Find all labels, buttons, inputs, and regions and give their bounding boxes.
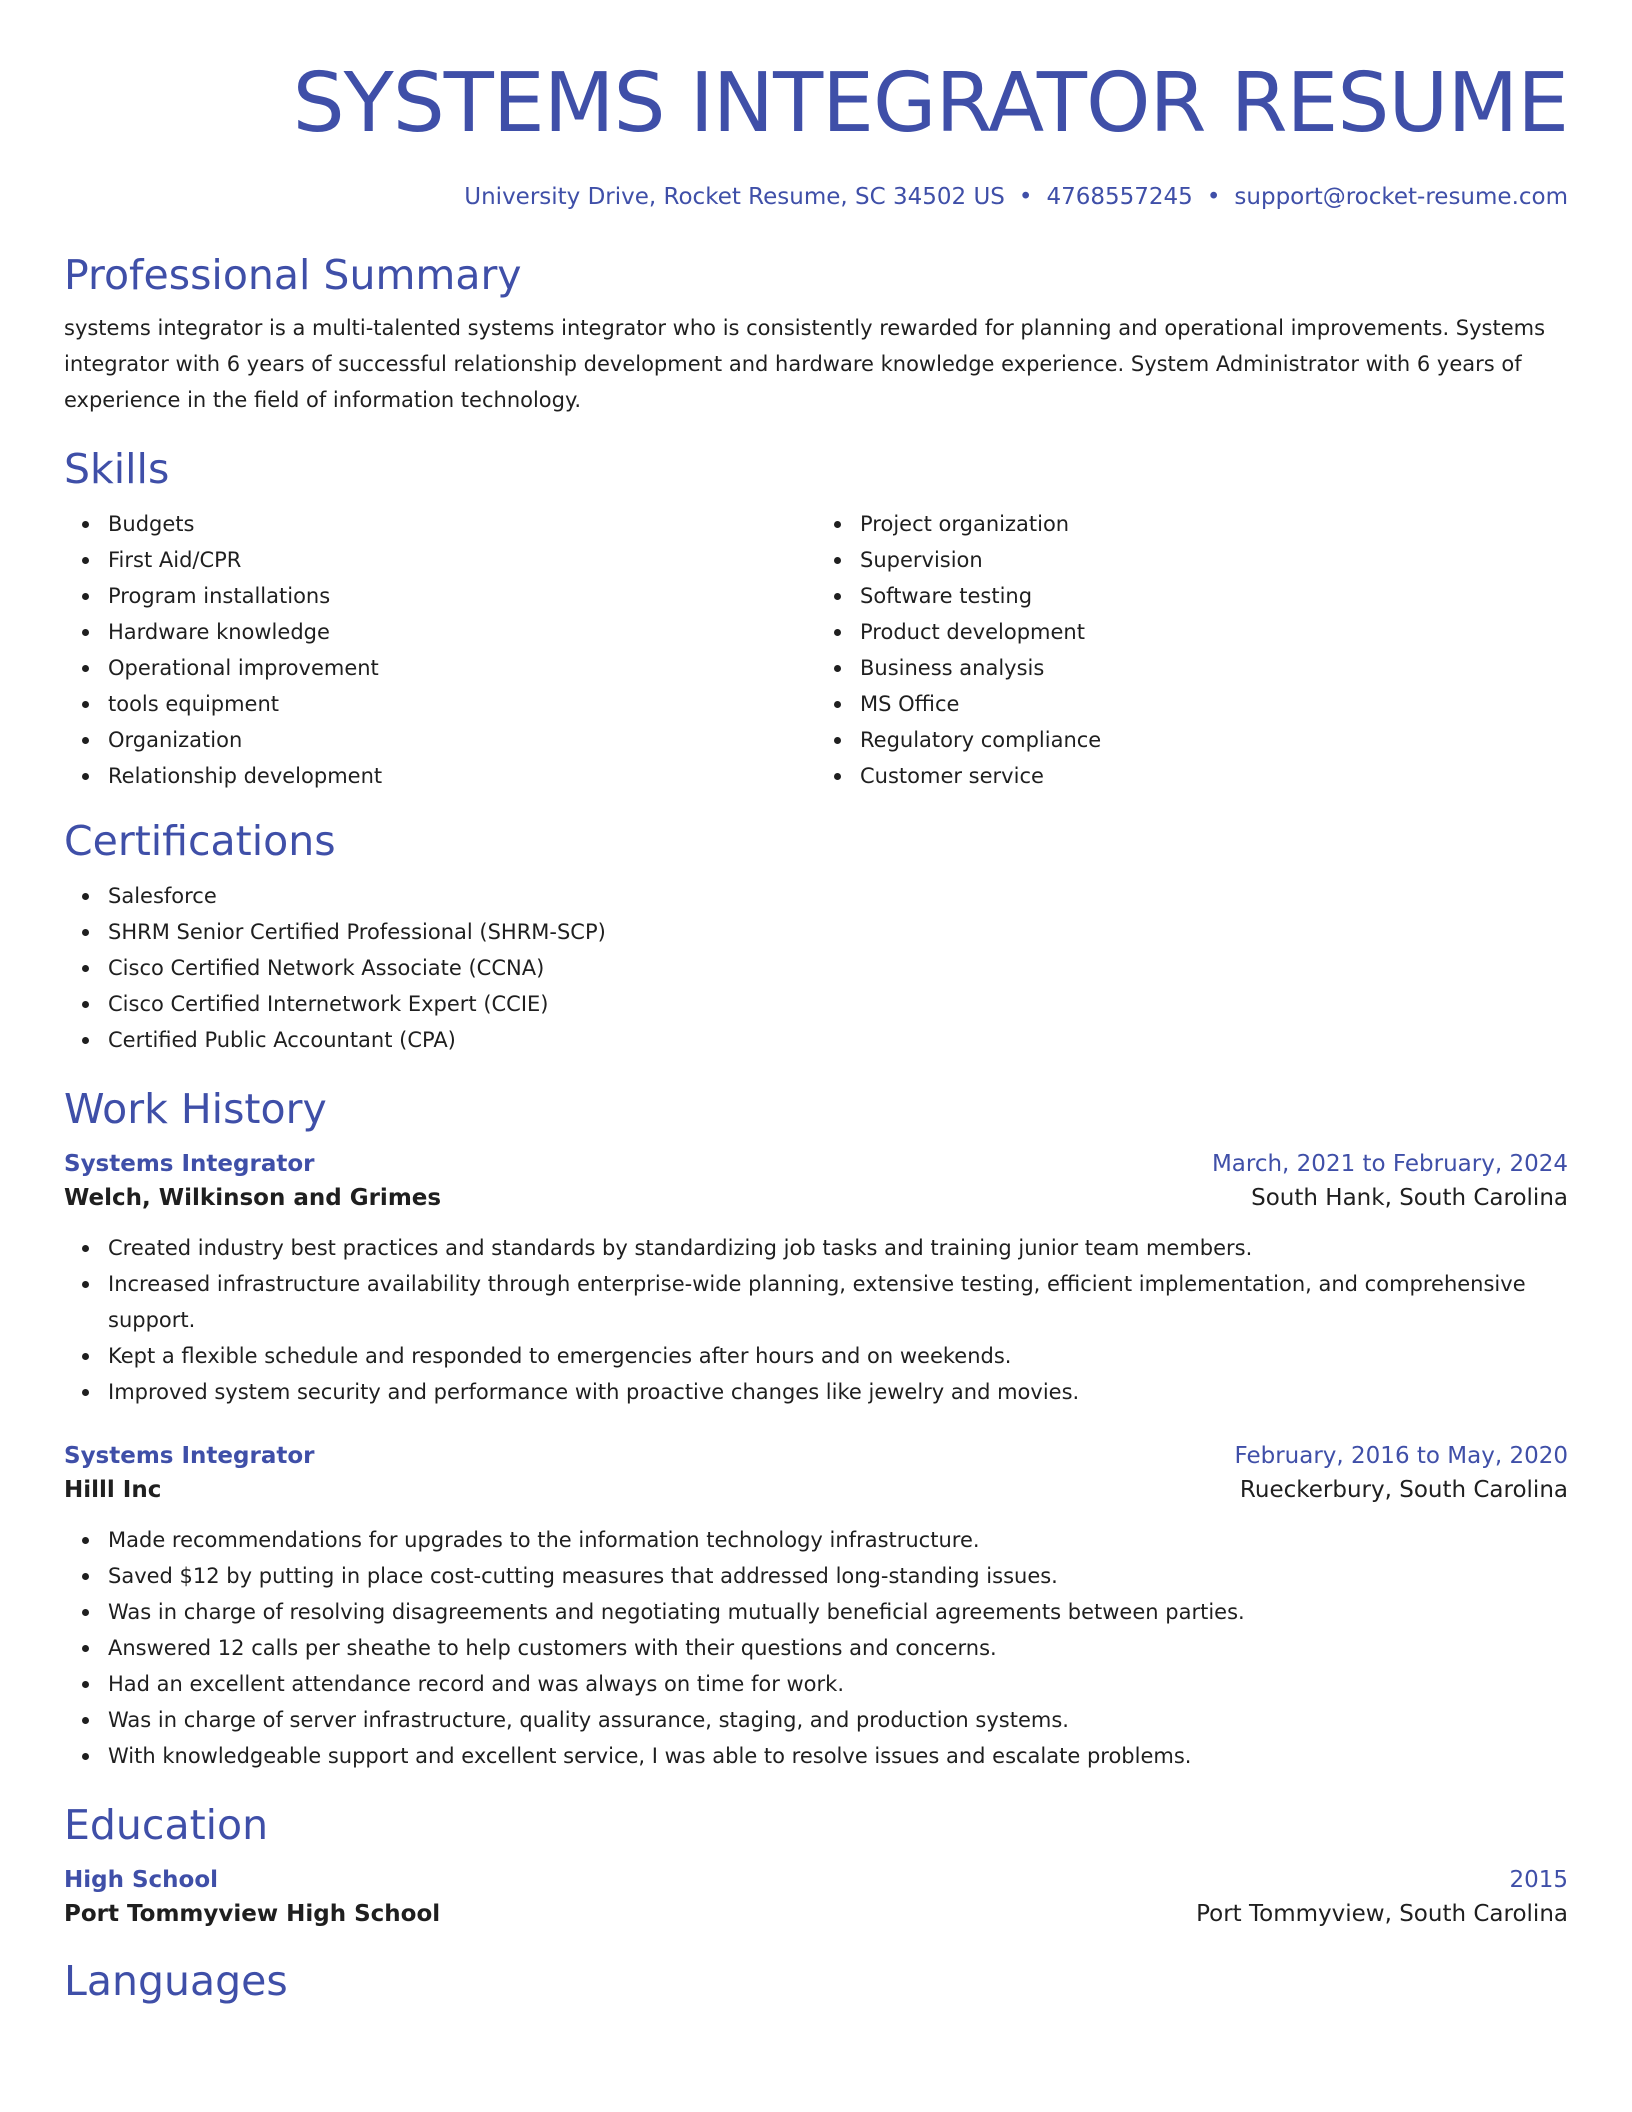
job-dates: March, 2021 to February, 2024 <box>1211 1151 1568 1177</box>
skill-item: Customer service <box>860 758 1568 794</box>
certifications-list <box>64 878 1568 1058</box>
contact-email: support@rocket-resume.com <box>1234 184 1568 210</box>
skill-item: Software testing <box>860 578 1568 614</box>
job-bullet: Answered 12 calls per sheathe to help customers with their questions and concerns. <box>108 1630 1568 1666</box>
job-bullet: Was in charge of resolving disagreements and negotiating mutually beneficial agreements between parties. <box>108 1594 1568 1630</box>
skill-item: Organization <box>108 722 816 758</box>
certification-item: SHRM Senior Certified Professional (SHRM-SCP) <box>108 914 1568 950</box>
job-bullet: Made recommendations for upgrades to the information technology infrastructure. <box>108 1522 1568 1558</box>
job-bullet: Increased infrastructure availability through enterprise-wide planning, extensive testing, efficient implementation, and comprehensive support. <box>108 1266 1568 1338</box>
job-bullet: Saved $12 by putting in place cost-cutting measures that addressed long-standing issues. <box>108 1558 1568 1594</box>
education-school: Port Tommyview High School <box>64 1901 441 1927</box>
education-degree: High School <box>64 1867 219 1893</box>
languages-heading: Languages <box>64 1957 288 2005</box>
job-dates: February, 2016 to May, 2020 <box>1234 1443 1568 1469</box>
summary-heading: Professional Summary <box>64 251 522 299</box>
job-bullets <box>64 1230 1568 1410</box>
job-title: Systems Integrator <box>64 1443 315 1469</box>
job-company-row <box>64 1180 1568 1216</box>
skills-list <box>64 506 1568 794</box>
skill-item: MS Office <box>860 686 1568 722</box>
skill-item: Business analysis <box>860 650 1568 686</box>
contact-phone: 4768557245 <box>1046 184 1193 210</box>
skill-item: Relationship development <box>108 758 816 794</box>
certification-item: Salesforce <box>108 878 1568 914</box>
summary-text: systems integrator is a multi-talented systems integrator who is consistently rewarded for planning and operational improvements. Systems integrator with 6 years of successful relationship development and hardware knowledge experience. System Administrator with 6 years of experience in the field of information technology. <box>64 316 1546 412</box>
skill-item: Operational improvement <box>108 650 816 686</box>
skill-item: Budgets <box>108 506 816 542</box>
skill-item: Hardware knowledge <box>108 614 816 650</box>
certification-item: Cisco Certified Internetwork Expert (CCIE) <box>108 986 1568 1022</box>
contact-address: University Drive, Rocket Resume, SC 34502 US <box>464 184 1005 210</box>
education-entry <box>64 1864 1568 1932</box>
contact-line <box>64 182 1568 212</box>
job-bullet: Improved system security and performance with proactive changes like jewelry and movies. <box>108 1374 1568 1410</box>
job-bullet: Had an excellent attendance record and was always on time for work. <box>108 1666 1568 1702</box>
job-bullet: Kept a flexible schedule and responded to emergencies after hours and on weekends. <box>108 1338 1568 1374</box>
work-history-heading: Work History <box>64 1085 327 1133</box>
job-header-row <box>64 1148 1568 1180</box>
education-year: 2015 <box>1509 1867 1568 1893</box>
job-header-row <box>64 1440 1568 1472</box>
certification-item: Cisco Certified Network Associate (CCNA) <box>108 950 1568 986</box>
skill-item: Program installations <box>108 578 816 614</box>
job-bullet: Created industry best practices and standards by standardizing job tasks and training junior team members. <box>108 1230 1568 1266</box>
skill-item: Project organization <box>860 506 1568 542</box>
job-entry <box>64 1440 1568 1774</box>
job-company: Welch, Wilkinson and Grimes <box>64 1185 442 1211</box>
skill-item: Supervision <box>860 542 1568 578</box>
certification-item: Certified Public Accountant (CPA) <box>108 1022 1568 1058</box>
job-company: Hilll Inc <box>64 1477 162 1503</box>
education-school-row <box>64 1896 1568 1932</box>
separator-dot: • <box>1206 184 1221 210</box>
skill-item: Product development <box>860 614 1568 650</box>
job-company-row <box>64 1472 1568 1508</box>
job-location: Rueckerbury, South Carolina <box>1239 1477 1568 1503</box>
skills-column-right <box>816 506 1568 794</box>
education-location: Port Tommyview, South Carolina <box>1196 1901 1568 1927</box>
skills-heading: Skills <box>64 445 170 493</box>
job-entry <box>64 1148 1568 1410</box>
job-title: Systems Integrator <box>64 1151 315 1177</box>
job-location: South Hank, South Carolina <box>1251 1185 1568 1211</box>
education-header-row <box>64 1864 1568 1896</box>
job-bullet: With knowledgeable support and excellent service, I was able to resolve issues and escalate problems. <box>108 1738 1568 1774</box>
resume-title: SYSTEMS INTEGRATOR RESUME <box>292 56 1568 151</box>
job-bullets <box>64 1522 1568 1774</box>
separator-dot: • <box>1018 184 1033 210</box>
certifications-heading: Certifications <box>64 817 336 865</box>
skill-item: Regulatory compliance <box>860 722 1568 758</box>
skill-item: tools equipment <box>108 686 816 722</box>
education-heading: Education <box>64 1801 269 1849</box>
skills-column-left <box>64 506 816 794</box>
job-bullet: Was in charge of server infrastructure, quality assurance, staging, and production systems. <box>108 1702 1568 1738</box>
skill-item: First Aid/CPR <box>108 542 816 578</box>
